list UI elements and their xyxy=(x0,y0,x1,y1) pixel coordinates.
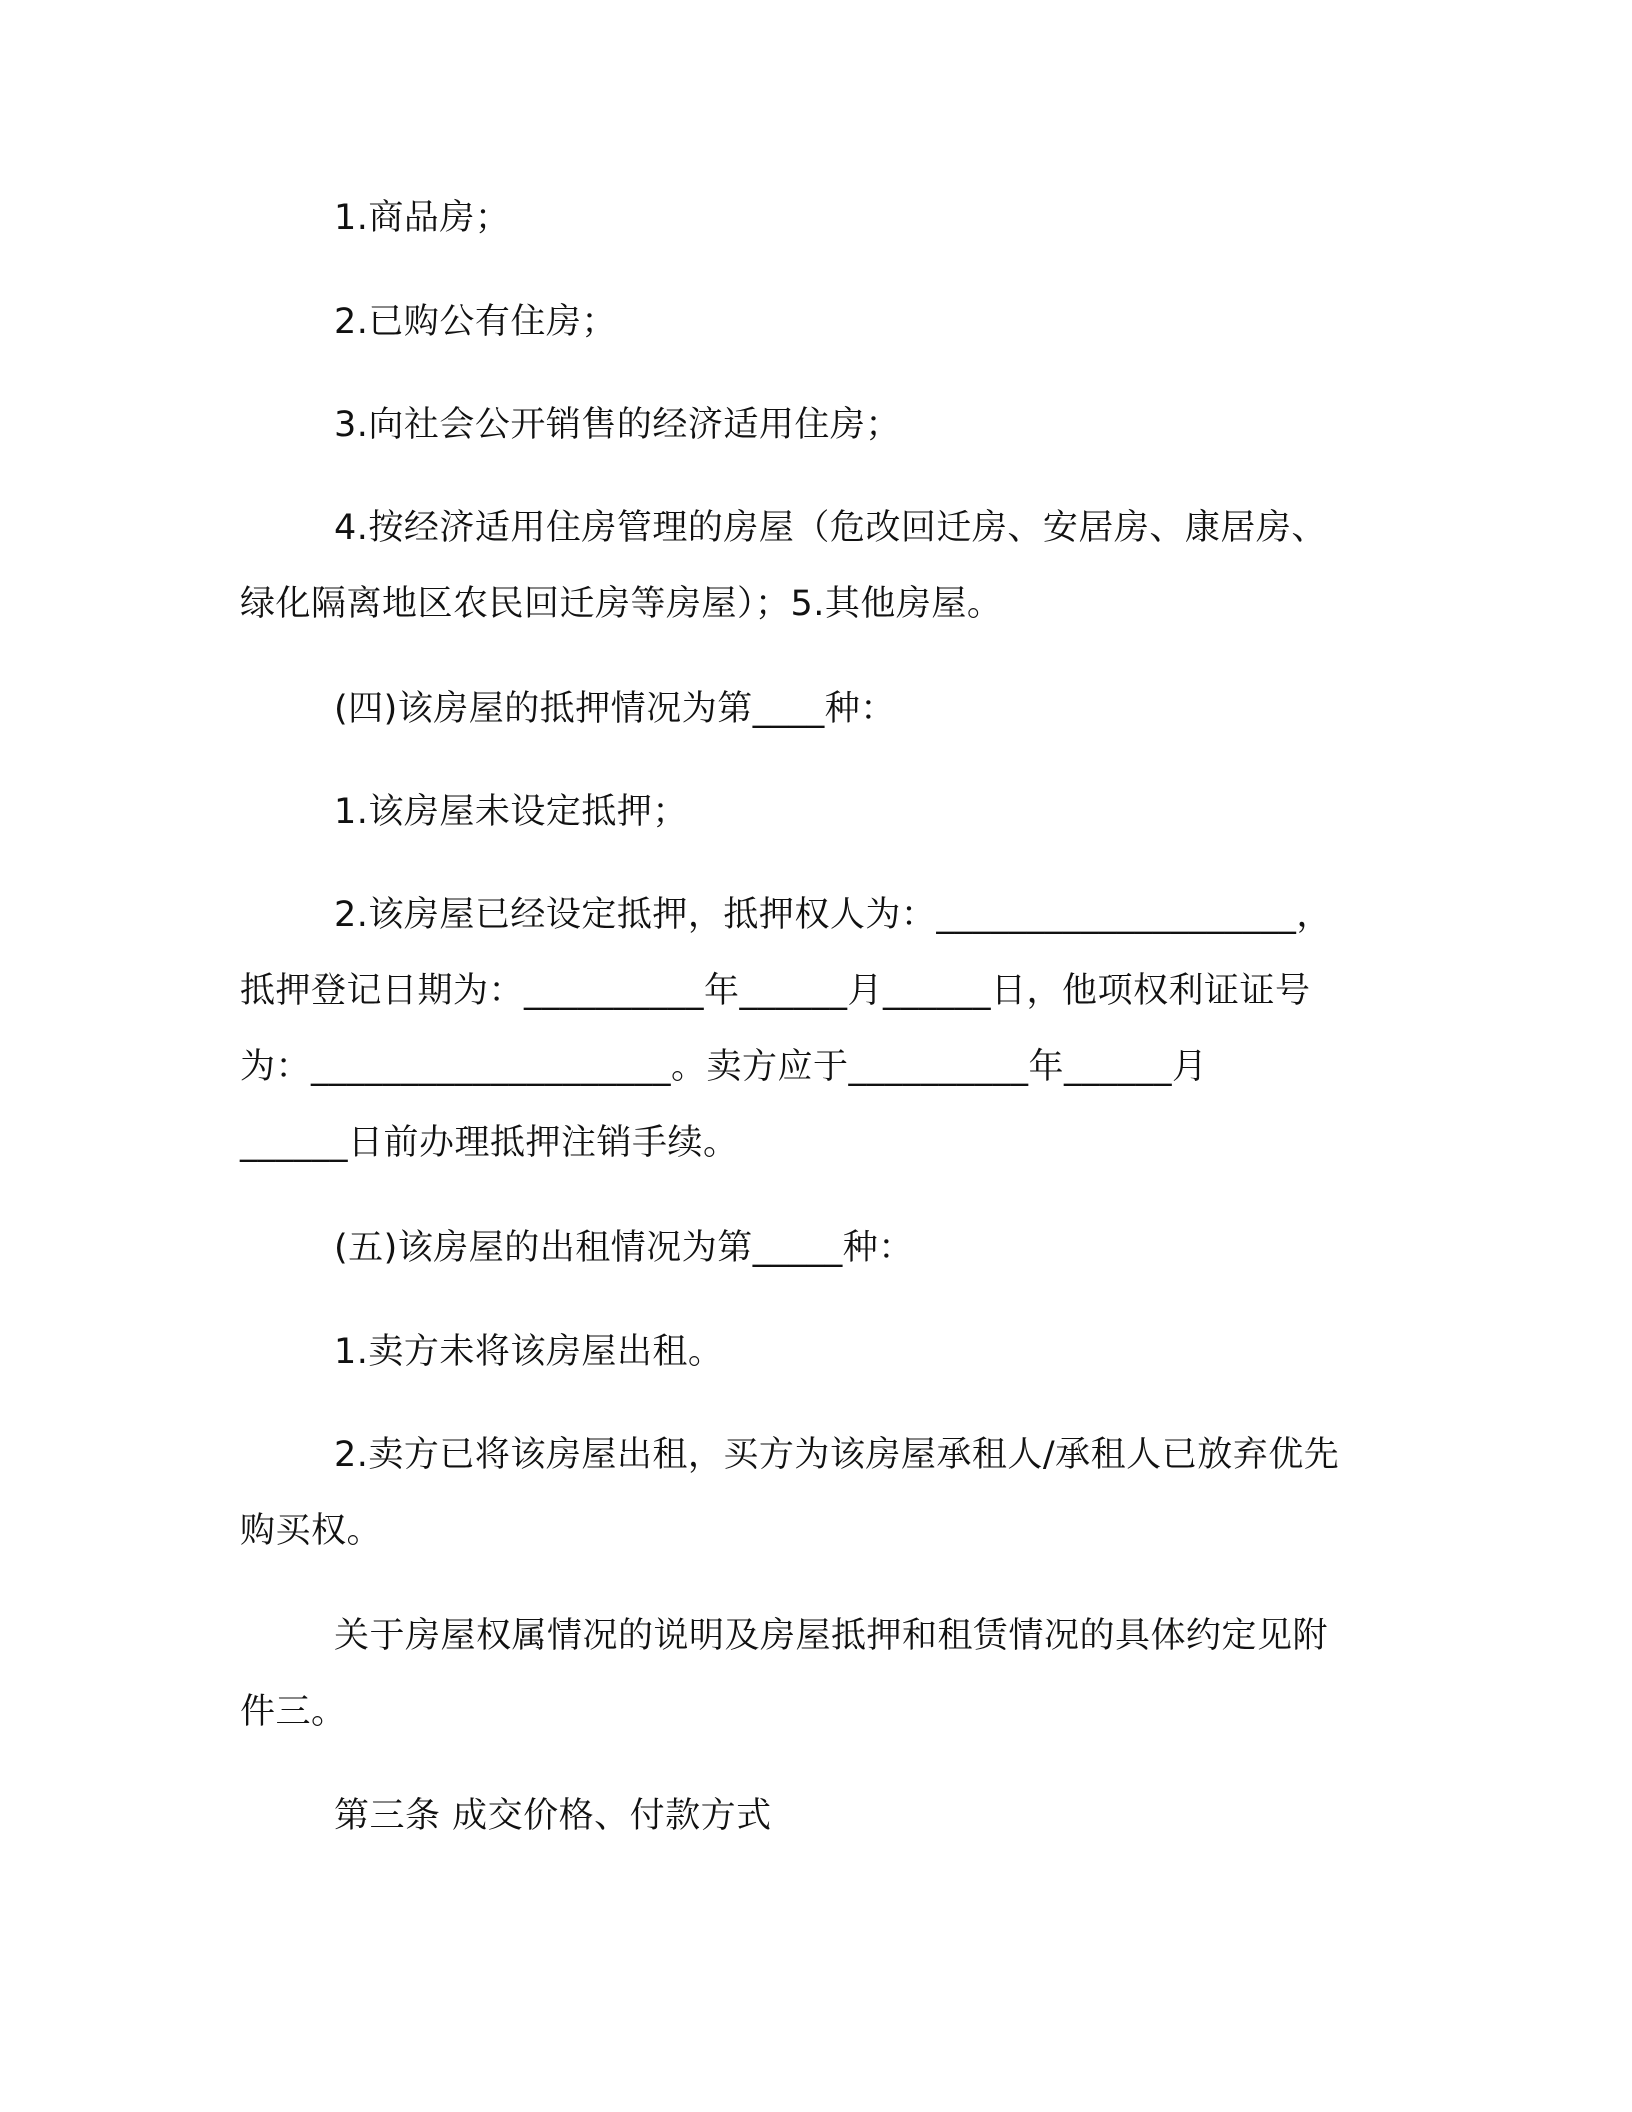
paragraph-lease-1 xyxy=(240,1314,1400,1390)
paragraph-line: (四)该房屋的抵押情况为第____种： xyxy=(334,689,896,729)
paragraph-line: 第三条 成交价格、付款方式 xyxy=(334,1796,772,1836)
paragraph-lease-2 xyxy=(240,1417,1400,1569)
paragraph-item-1 xyxy=(240,180,1400,256)
section-heading-mortgage xyxy=(240,671,1400,747)
paragraph-item-3 xyxy=(240,387,1400,463)
section-heading-lease xyxy=(240,1210,1400,1286)
paragraph-line: 2.该房屋已经设定抵押，抵押权人为：____________________， xyxy=(334,895,1332,935)
paragraph-line: 1.卖方未将该房屋出租。 xyxy=(334,1332,724,1372)
paragraph-line: 为：____________________。卖方应于__________年______月 xyxy=(240,1047,1208,1087)
paragraph-item-2 xyxy=(240,284,1400,360)
paragraph-line: 1.商品房； xyxy=(334,198,511,238)
paragraph-line: 关于房屋权属情况的说明及房屋抵押和租赁情况的具体约定见附 xyxy=(334,1616,1329,1656)
paragraph-line: 3.向社会公开销售的经济适用住房； xyxy=(334,405,901,445)
paragraph-line: 4.按经济适用住房管理的房屋（危改回迁房、安居房、康居房、 xyxy=(334,508,1327,548)
paragraph-line: (五)该房屋的出租情况为第_____种： xyxy=(334,1228,914,1268)
paragraph-line: 购买权。 xyxy=(240,1511,383,1551)
article-heading-price xyxy=(240,1778,1400,1854)
paragraph-line: ______日前办理抵押注销手续。 xyxy=(240,1123,739,1163)
paragraph-line: 件三。 xyxy=(240,1692,347,1732)
paragraph-line: 2.卖方已将该房屋出租，买方为该房屋承租人/承租人已放弃优先 xyxy=(334,1435,1340,1475)
paragraph-line: 1.该房屋未设定抵押； xyxy=(334,792,688,832)
paragraph-appendix-note xyxy=(240,1598,1400,1750)
paragraph-line: 2.已购公有住房； xyxy=(334,302,617,342)
paragraph-item-4 xyxy=(240,490,1400,642)
paragraph-mortgage-1 xyxy=(240,774,1400,850)
paragraph-line: 绿化隔离地区农民回迁房等房屋）；5.其他房屋。 xyxy=(240,584,1003,624)
paragraph-mortgage-2 xyxy=(240,877,1400,1181)
paragraph-line: 抵押登记日期为：__________年______月______日，他项权利证证号 xyxy=(240,971,1311,1011)
